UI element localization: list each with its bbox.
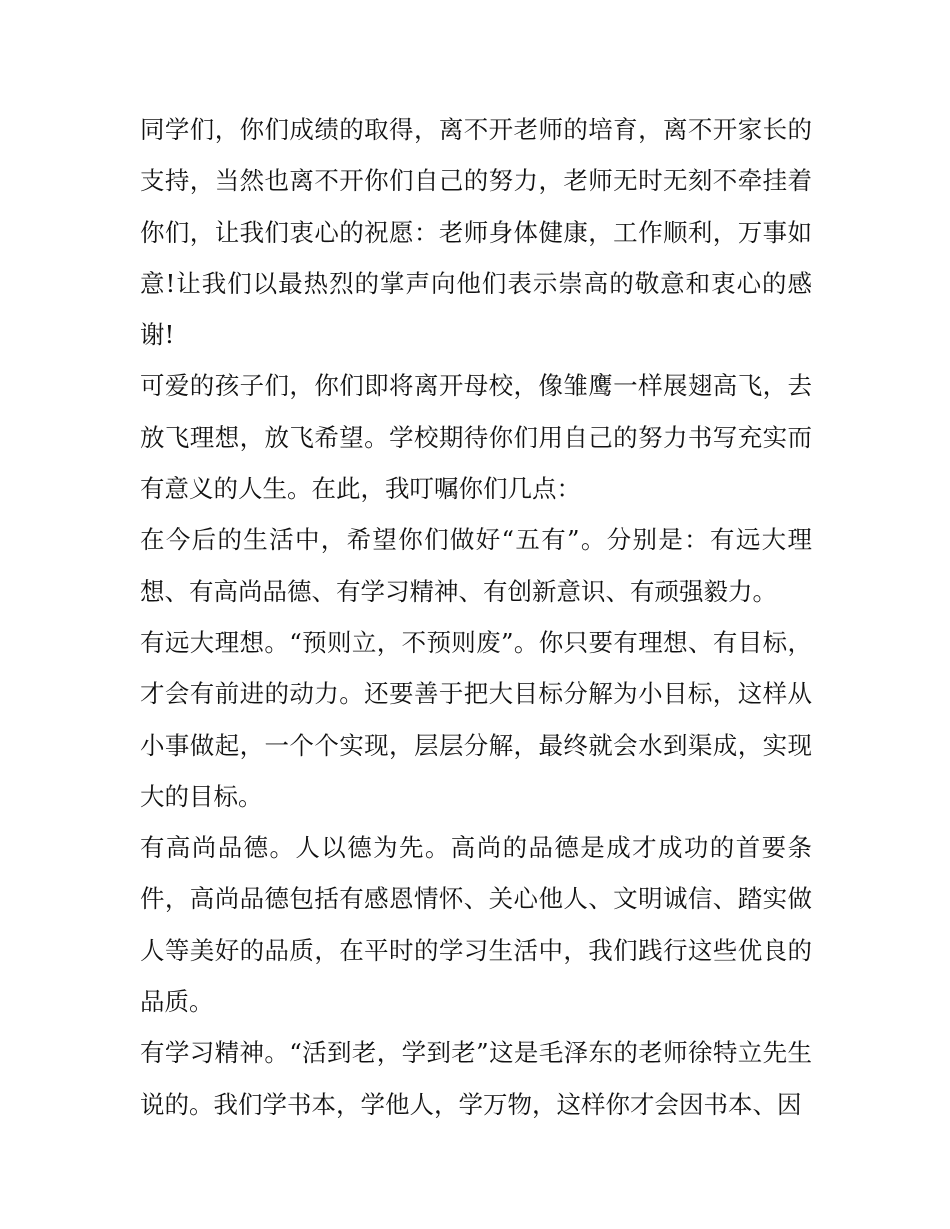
- paragraph-learning: 有学习精神。“活到老，学到老”这是毛泽东的老师徐特立先生说的。我们学书本，学他人，学万物，这样你才会因书本、因: [140, 1038, 812, 1119]
- document-body: [140, 104, 812, 1130]
- paragraph-farewell: 可爱的孩子们，你们即将离开母校，像雏鹰一样展翅高飞，去放飞理想，放飞希望。学校期待你们用自己的努力书写充实而有意义的人生。在此，我叮嘱你们几点：: [140, 371, 812, 504]
- paragraph-morality: 有高尚品德。人以德为先。高尚的品德是成才成功的首要条件，高尚品德包括有感恩情怀、关心他人、文明诚信、踏实做人等美好的品质，在平时的学习生活中，我们践行这些优良的品质。: [140, 833, 812, 1017]
- paragraph-gratitude: 同学们，你们成绩的取得，离不开老师的培育，离不开家长的支持，当然也离不开你们自己的努力，老师无时无刻不牵挂着你们，让我们衷心的祝愿：老师身体健康，工作顺利，万事如意!让我们以最热烈的掌声向他们表示崇高的敬意和衷心的感谢!: [140, 115, 812, 350]
- paragraph-five-haves: 在今后的生活中，希望你们做好“五有”。分别是：有远大理想、有高尚品德、有学习精神、有创新意识、有顽强毅力。: [140, 525, 812, 606]
- paragraph-ideals: 有远大理想。“预则立，不预则废”。你只要有理想、有目标，才会有前进的动力。还要善于把大目标分解为小目标，这样从小事做起，一个个实现，层层分解，最终就会水到渠成，实现大的目标。: [140, 627, 812, 811]
